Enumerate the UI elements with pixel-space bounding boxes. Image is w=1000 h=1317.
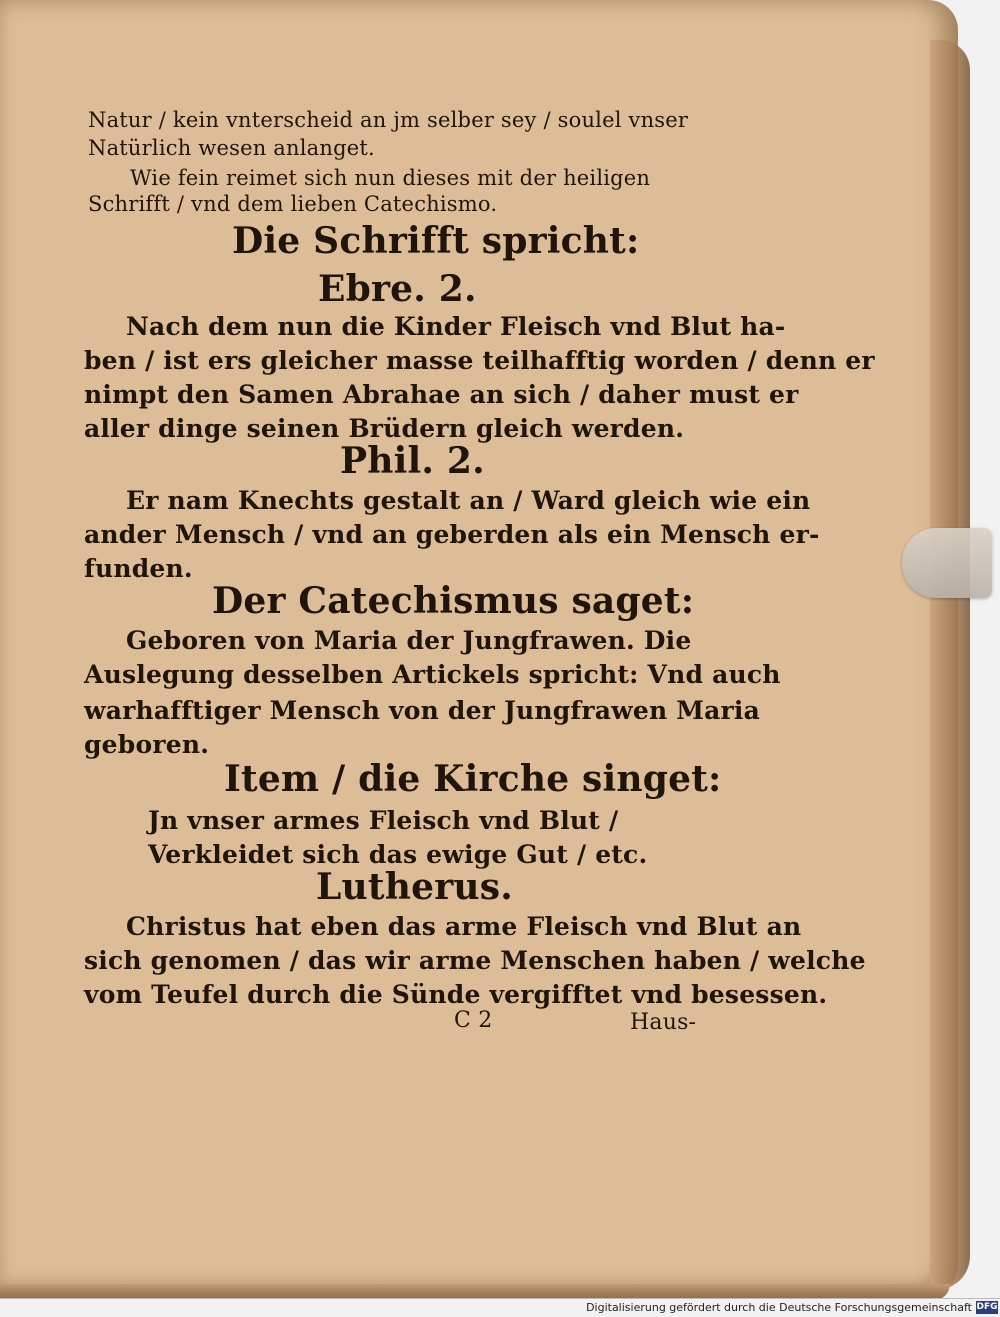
signature-mark: C 2 [454, 1008, 493, 1033]
section-heading: Phil. 2. [340, 440, 485, 482]
verse-line: Jn vnser armes Fleisch vnd Blut / [148, 806, 619, 835]
text-line: Natur / kein vnterscheid an jm selber sey / soulel vnser [88, 108, 689, 132]
catchword: Haus- [630, 1010, 697, 1035]
section-heading: Die Schrifft spricht: [232, 220, 640, 262]
text-line: Natürlich wesen anlanget. [88, 136, 375, 160]
text-line: ben / ist ers gleicher masse teilhafftig worden / denn er [84, 346, 875, 375]
text-line: Auslegung desselben Artickels spricht: Vnd auch [84, 660, 781, 689]
text-line: ander Mensch / vnd an geberden als ein Mensch er- [84, 520, 820, 549]
dfg-logo [976, 1301, 998, 1314]
funding-credit: Digitalisierung gefördert durch die Deutsche Forschungsgemeinschaft [586, 1301, 972, 1314]
text-line: Schrifft / vnd dem lieben Catechismo. [88, 192, 498, 216]
text-line: Christus hat eben das arme Fleisch vnd Blut an [126, 912, 802, 941]
section-heading: Item / die Kirche singet: [224, 758, 722, 800]
section-heading: Ebre. 2. [318, 268, 477, 310]
text-line: Er nam Knechts gestalt an / Ward gleich wie ein [126, 486, 811, 515]
section-heading: Der Catechismus saget: [212, 580, 695, 622]
text-line: sich genomen / das wir arme Menschen haben / welche [84, 946, 866, 975]
text-line: geboren. [84, 730, 210, 759]
text-line: aller dinge seinen Brüdern gleich werden. [84, 414, 685, 443]
text-line: Nach dem nun die Kinder Fleisch vnd Blut ha- [126, 312, 786, 341]
text-line: warhafftiger Mensch von der Jungfrawen Maria [84, 696, 760, 725]
page-edge [930, 40, 970, 1290]
text-line: funden. [84, 554, 193, 583]
text-line: vom Teufel durch die Sünde vergifftet vnd besessen. [84, 980, 828, 1009]
text-line: Wie fein reimet sich nun dieses mit der heiligen [130, 166, 651, 190]
text-line: nimpt den Samen Abrahae an sich / daher must er [84, 380, 799, 409]
verse-line: Verkleidet sich das ewige Gut / etc. [148, 840, 648, 869]
text-line: Geboren von Maria der Jungfrawen. Die [126, 626, 692, 655]
section-heading: Lutherus. [316, 866, 513, 908]
footer-bar [0, 1298, 1000, 1317]
